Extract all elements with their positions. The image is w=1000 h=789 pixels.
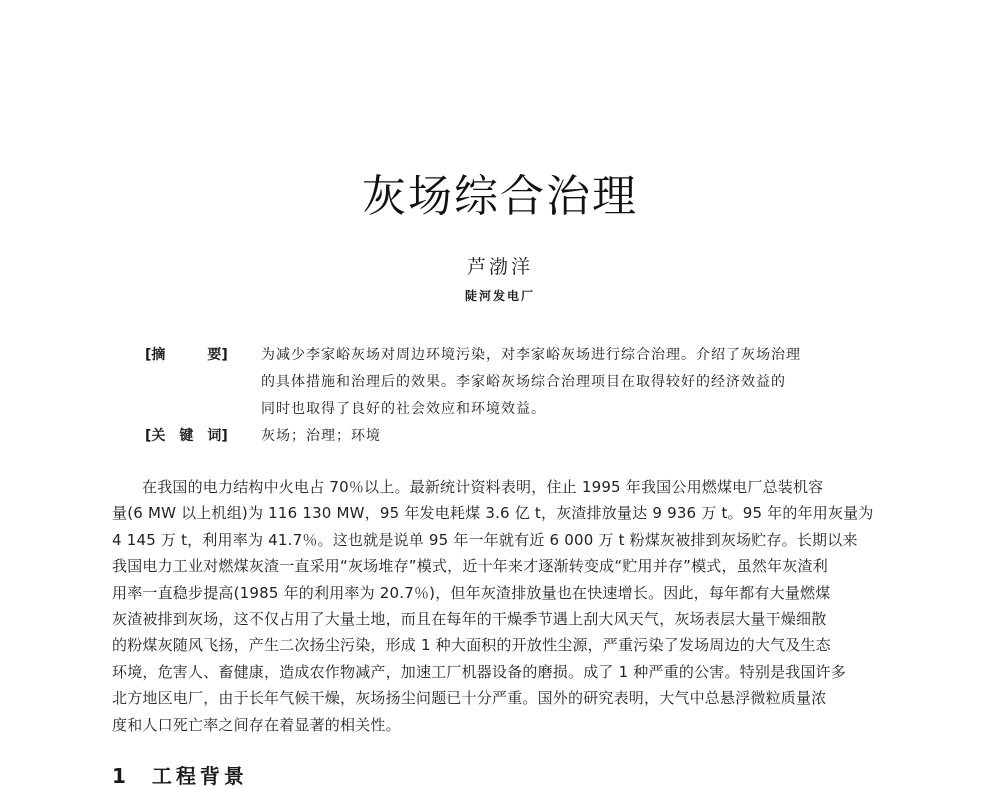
body-paragraph	[112, 474, 912, 738]
author-affiliation: 陡河发电厂	[464, 289, 535, 303]
abstract-line: 为减少李家峪灰场对周边环境污染，对李家峪灰场进行综合治理。介绍了灰场治理	[261, 347, 801, 363]
abstract-label: [摘 要]	[145, 347, 228, 363]
section-heading	[112, 760, 248, 789]
body-line: 环境，危害人、畜健康，造成农作物减产，加速工厂机器设备的磨损。成了 1 种严重的公害。特别是我国许多	[112, 662, 847, 681]
body-line: 量(6 MW 以上机组)为 116 130 MW，95 年发电耗煤 3.6 亿 t，灰渣排放量达 9 936 万 t。95 年的年用灰量为	[112, 504, 874, 523]
section-title: 工程背景	[151, 764, 248, 788]
author-name: 芦渤洋	[466, 256, 533, 278]
abstract-line: 的具体措施和治理后的效果。李家峪灰场综合治理项目在取得较好的经济效益的	[261, 374, 786, 390]
body-line: 4 145 万 t，利用率为 41.7％。这也就是说单 95 年一年就有近 6 000 万 t 粉煤灰被排到灰场贮存。长期以来	[112, 530, 858, 549]
body-line: 北方地区电厂，由于长年气候干燥，灰场扬尘问题已十分严重。国外的研究表明，大气中总悬浮微粒质量浓	[112, 689, 827, 708]
abstract-row	[145, 342, 905, 423]
body-line: 我国电力工业对燃煤灰渣一直采用“灰场堆存”模式，近十年来才逐渐转变成“贮用并存”模式，虽然年灰渣利	[112, 557, 828, 576]
abstract-line: 同时也取得了良好的社会效应和环境效益。	[261, 401, 546, 417]
section-number: 1	[112, 764, 130, 788]
keywords-label: [关 键 词]	[145, 428, 228, 444]
body-line: 在我国的电力结构中火电占 70％以上。最新统计资料表明，住止 1995 年我国公用燃煤电厂总装机容	[142, 478, 824, 496]
body-line: 的粉煤灰随风飞扬，产生二次扬尘污染，形成 1 种大面积的开放性尘源，严重污染了发场周边的大气及生态	[112, 636, 831, 655]
abstract-block	[145, 342, 905, 450]
body-line: 度和人口死亡率之间存在着显著的相关性。	[112, 715, 401, 734]
keywords-row	[145, 423, 905, 450]
abstract-text	[261, 342, 905, 423]
keywords-text: 灰场；治理；环境	[261, 428, 381, 444]
body-line: 用率一直稳步提高(1985 年的利用率为 20.7％)，但年灰渣排放量也在快速增长。因此，每年都有大量燃煤	[112, 583, 831, 602]
body-line: 灰渣被排到灰场，这不仅占用了大量土地，而且在每年的干燥季节遇上刮大风天气，灰场表层大量干燥细散	[112, 610, 827, 629]
paper-title: 灰场综合治理	[362, 171, 638, 222]
